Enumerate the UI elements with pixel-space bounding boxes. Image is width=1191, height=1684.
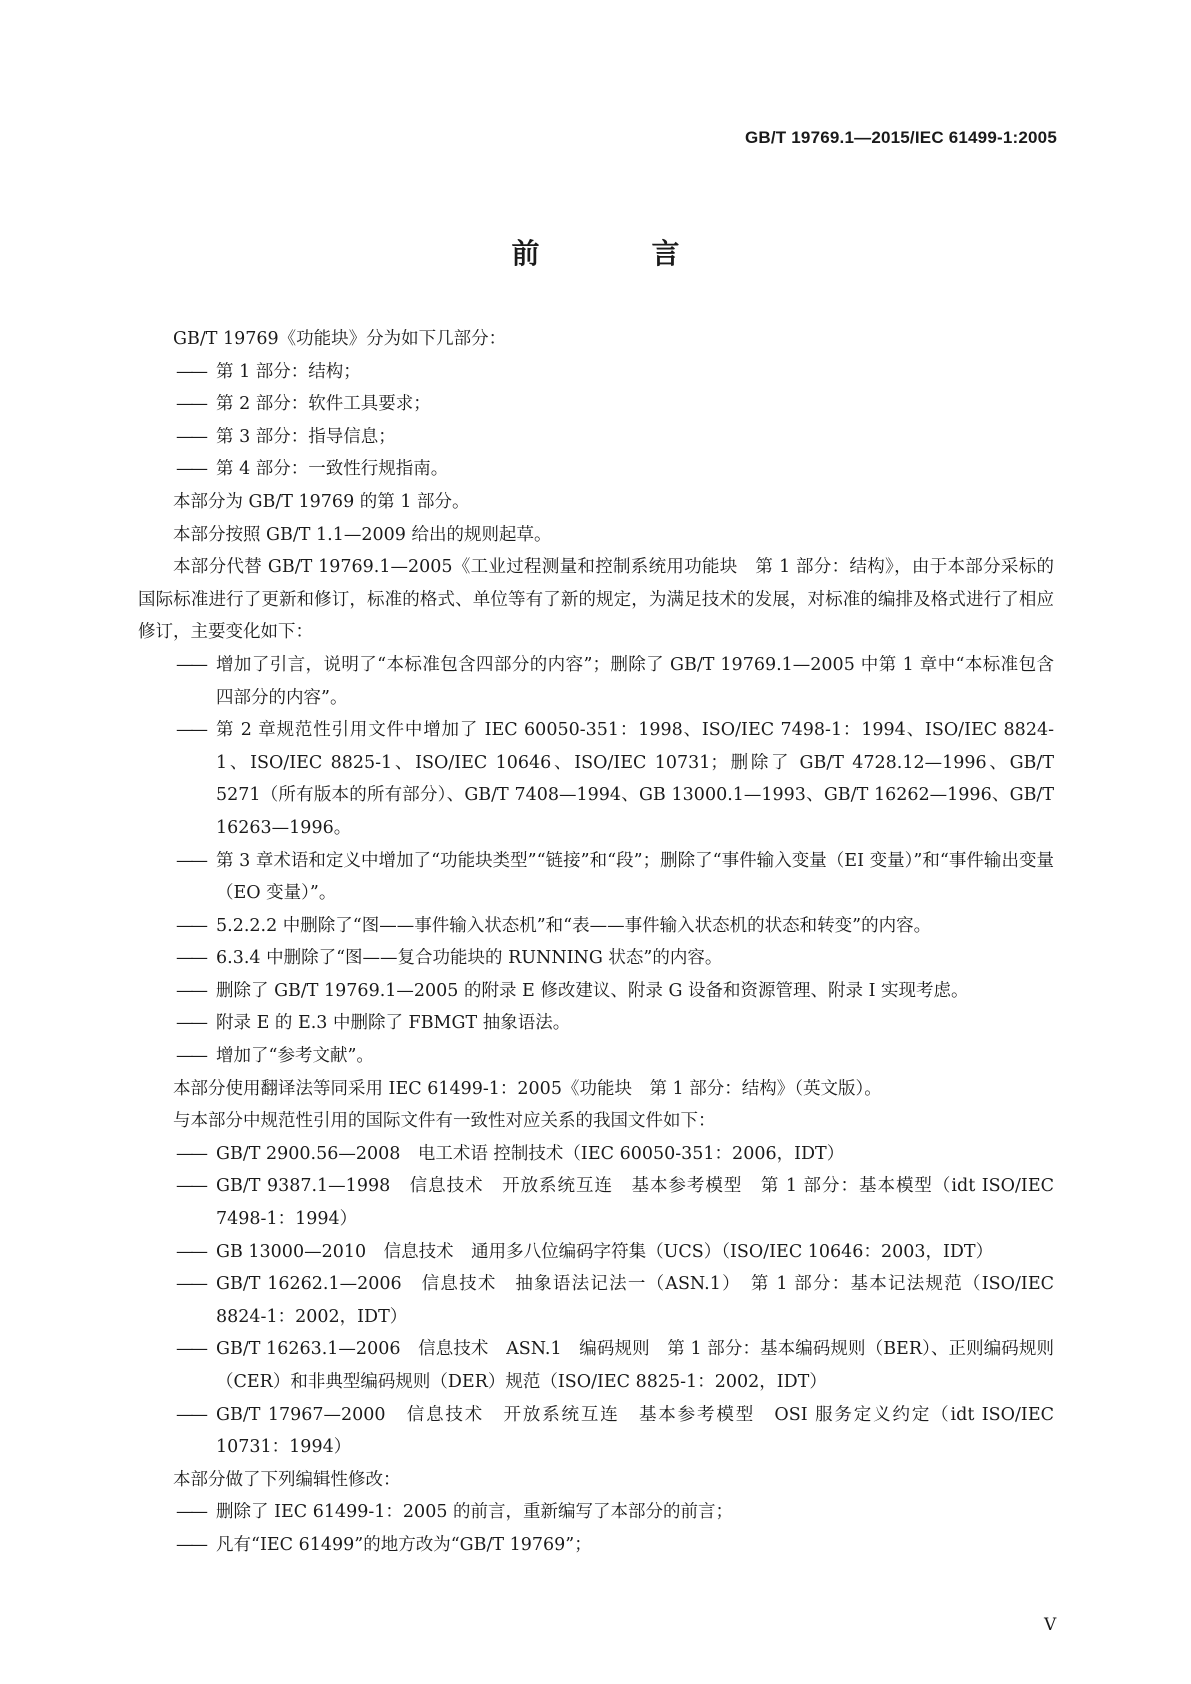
reference-list-item: —— GB 13000—2010 信息技术 通用多八位编码字符集（UCS）（ISO/IEC 10646：2003，IDT） xyxy=(138,1236,1054,1269)
page-number: Ⅴ xyxy=(1044,1615,1057,1635)
change-list-item: —— 增加了“参考文献”。 xyxy=(138,1040,1054,1073)
paragraph: 本部分为 GB/T 19769 的第 1 部分。 xyxy=(173,491,470,512)
reference-list-item: —— GB/T 16263.1—2006 信息技术 ASN.1 编码规则 第 1 部分：基本编码规则（BER）、正则编码规则（CER）和非典型编码规则（DER）规范（ISO/IEC 8825-1：2002，IDT） xyxy=(138,1333,1054,1398)
edit-list-item: —— 凡有“IEC 61499”的地方改为“GB/T 19769”； xyxy=(138,1529,1054,1562)
change-list-item: —— 增加了引言，说明了“本标准包含四部分的内容”；删除了 GB/T 19769.1—2005 中第 1 章中“本标准包含四部分的内容”。 xyxy=(138,649,1054,714)
part-list-item: —— 第 1 部分：结构； xyxy=(138,356,1054,389)
change-list-item: —— 6.3.4 中删除了“图——复合功能块的 RUNNING 状态”的内容。 xyxy=(138,942,1054,975)
edit-list-item: —— 删除了 IEC 61499-1：2005 的前言，重新编写了本部分的前言； xyxy=(138,1496,1054,1529)
change-list-item: —— 第 3 章术语和定义中增加了“功能块类型”“链接”和“段”；删除了“事件输入变量（EI 变量）”和“事件输出变量（EO 变量）”。 xyxy=(138,845,1054,910)
change-list-item: —— 第 2 章规范性引用文件中增加了 IEC 60050-351：1998、ISO/IEC 7498-1：1994、ISO/IEC 8824-1、ISO/IEC 8825-1、ISO/IEC 10646、ISO/IEC 10731；删除了 GB/T 4728.12—1996、GB/T 5271（所有版本的所有部分）、GB/T 7408—1994、GB 13000.1—1993、GB/T 16262—1996、GB/T 16263—1996。 xyxy=(138,714,1054,844)
change-list-item: —— 删除了 GB/T 19769.1—2005 的附录 E 修改建议、附录 G 设备和资源管理、附录 I 实现考虑。 xyxy=(138,975,1054,1008)
part-list-item: —— 第 2 部分：软件工具要求； xyxy=(138,388,1054,421)
reference-list-item: —— GB/T 9387.1—1998 信息技术 开放系统互连 基本参考模型 第 1 部分：基本模型（idt ISO/IEC 7498-1：1994） xyxy=(138,1170,1054,1235)
replacement-paragraph: 本部分代替 GB/T 19769.1—2005《工业过程测量和控制系统用功能块 第 1 部分：结构》，由于本部分采标的国际标准进行了更新和修订，标准的格式、单位等有了新的规定，为满足技术的发展，对标准的编排及格式进行了相应修订，主要变化如下： xyxy=(138,557,1054,643)
intro-paragraph: GB/T 19769《功能块》分为如下几部分： xyxy=(173,329,507,349)
reference-list-item: —— GB/T 16262.1—2006 信息技术 抽象语法记法一（ASN.1） 第 1 部分：基本记法规范（ISO/IEC 8824-1：2002，IDT） xyxy=(138,1268,1054,1333)
paragraph: 本部分做了下列编辑性修改： xyxy=(173,1469,401,1490)
change-list-item: —— 附录 E 的 E.3 中删除了 FBMGT 抽象语法。 xyxy=(138,1007,1054,1040)
paragraph: 与本部分中规范性引用的国际文件有一致性对应关系的我国文件如下： xyxy=(173,1111,716,1132)
page-title: 前 言 xyxy=(511,237,722,270)
paragraph: 本部分使用翻译法等同采用 IEC 61499-1：2005《功能块 第 1 部分：结构》（英文版）。 xyxy=(173,1078,882,1099)
reference-list-item: —— GB/T 17967—2000 信息技术 开放系统互连 基本参考模型 OSI 服务定义约定（idt ISO/IEC 10731：1994） xyxy=(138,1399,1054,1464)
document-code: GB/T 19769.1—2015/IEC 61499-1:2005 xyxy=(744,128,1057,147)
part-list-item: —— 第 4 部分：一致性行规指南。 xyxy=(138,453,1054,486)
part-list-item: —— 第 3 部分：指导信息； xyxy=(138,421,1054,454)
body-text xyxy=(138,323,1054,1562)
reference-list-item: —— GB/T 2900.56—2008 电工术语 控制技术（IEC 60050-351：2006，IDT） xyxy=(138,1138,1054,1171)
paragraph: 本部分按照 GB/T 1.1—2009 给出的规则起草。 xyxy=(173,524,552,545)
change-list-item: —— 5.2.2.2 中删除了“图——事件输入状态机”和“表——事件输入状态机的状态和转变”的内容。 xyxy=(138,910,1054,943)
